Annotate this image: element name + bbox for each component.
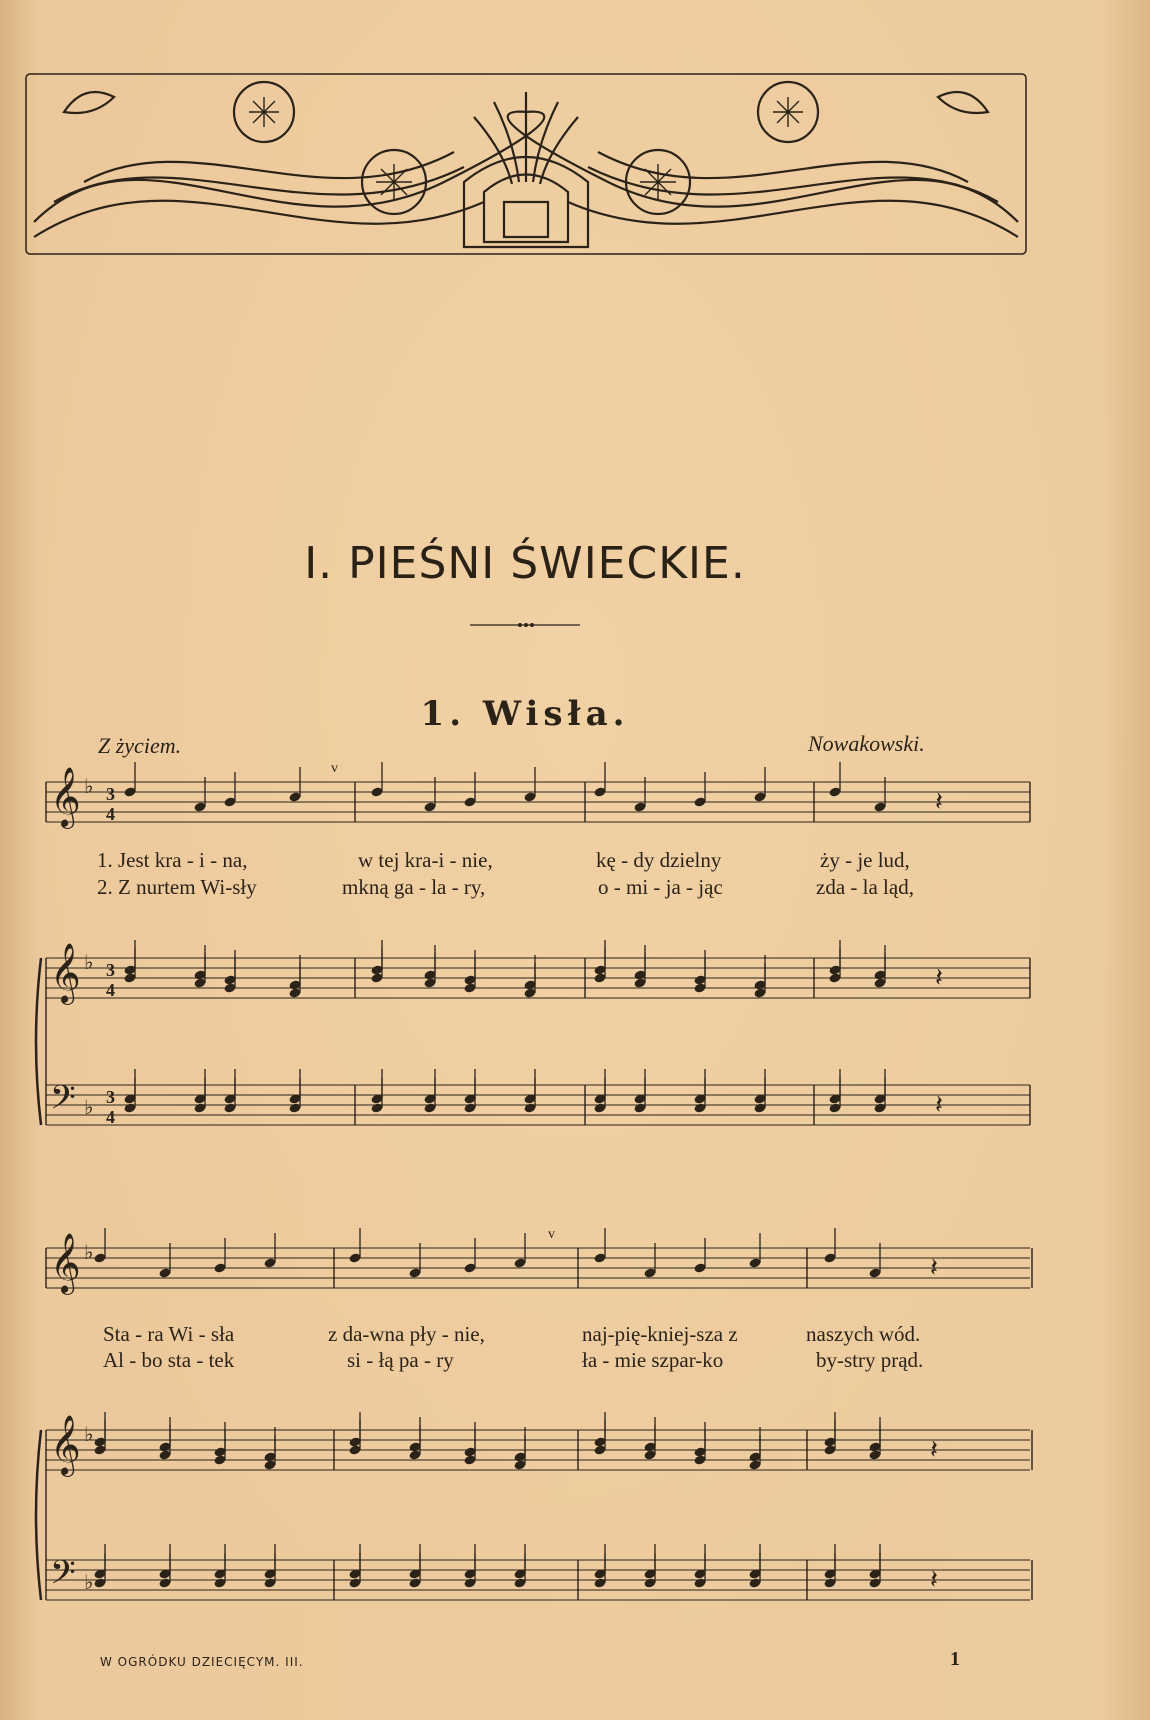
piano-bass-staff-2 [46,1560,1032,1600]
lyric-line-3-3: naj-pię-kniej-sza z [582,1322,738,1346]
flat-sign-icon: ♭ [84,1422,94,1446]
voice-staff-2 [46,1248,1032,1288]
lyric-line-2-3: o - mi - ja - jąc [598,875,723,899]
lyric-line-1-4: ży - je lud, [820,848,910,872]
song-title: 1. Wisła. [420,694,630,734]
treble-clef-icon: 𝄞 [50,943,81,1003]
lyric-line-4-2: si - łą pa - ry [347,1348,454,1372]
quarter-rest-icon: 𝄽 [930,1435,938,1465]
system-brace [36,958,41,1125]
lyric-line-3-4: naszych wód. [806,1322,921,1346]
quarter-rest-icon: 𝄽 [935,787,943,817]
system-brace [36,1430,41,1600]
lyric-line-3-2: z da-wna pły - nie, [328,1322,485,1346]
treble-clef-icon: 𝄞 [50,767,81,827]
time-signature-top: 3 [106,960,115,980]
lyric-line-2-4: zda - la ląd, [816,875,914,899]
lyric-line-2-2: mkną ga - la - ry, [342,875,486,899]
treble-clef-icon: 𝄞 [50,1233,81,1293]
voice-staff-1 [46,782,1030,822]
breath-mark: v [331,761,338,776]
lyric-line-1-2: w tej kra-i - nie, [358,848,493,872]
time-signature-top: 3 [106,784,115,804]
title-divider [470,620,580,630]
lyric-line-1-3: kę - dy dzielny [596,848,722,872]
lyric-line-4-1: Al - bo sta - tek [103,1348,235,1372]
quarter-rest-icon: 𝄽 [930,1565,938,1595]
decorative-header-ornament [24,72,1028,256]
bass-clef-icon: 𝄢 [50,1079,76,1125]
footer-book-title: W OGRÓDKU DZIECIĘCYM. III. [100,1655,304,1669]
piano-treble-staff-2 [46,1430,1032,1470]
treble-clef-icon: 𝄞 [50,1415,81,1475]
composer-name: Nowakowski. [808,731,925,756]
time-signature-bottom: 4 [106,804,115,824]
breath-mark: v [548,1227,555,1242]
quarter-rest-icon: 𝄽 [935,1090,943,1120]
flat-sign-icon: ♭ [84,774,94,798]
quarter-rest-icon: 𝄽 [930,1253,938,1283]
lyric-line-4-3: ła - mie szpar-ko [582,1348,724,1372]
lyric-line-2-1: 2. Z nurtem Wi-sły [97,875,257,899]
lyric-line-1-1: 1. Jest kra - i - na, [97,848,248,872]
lyric-line-4-4: by-stry prąd. [816,1348,924,1372]
bass-clef-icon: 𝄢 [50,1554,76,1600]
flat-sign-icon: ♭ [84,1240,94,1264]
lyric-line-3-1: Sta - ra Wi - sła [103,1322,235,1346]
time-signature-bottom: 4 [106,1107,115,1127]
time-signature-top: 3 [106,1087,115,1107]
tempo-marking: Z życiem. [98,733,182,758]
flat-sign-icon: ♭ [84,1095,94,1119]
time-signature-bottom: 4 [106,980,115,1000]
page-number: 1 [950,1648,960,1670]
flat-sign-icon: ♭ [84,1570,94,1594]
quarter-rest-icon: 𝄽 [935,963,943,993]
section-title: I. PIEŚNI ŚWIECKIE. [304,538,746,589]
flat-sign-icon: ♭ [84,950,94,974]
